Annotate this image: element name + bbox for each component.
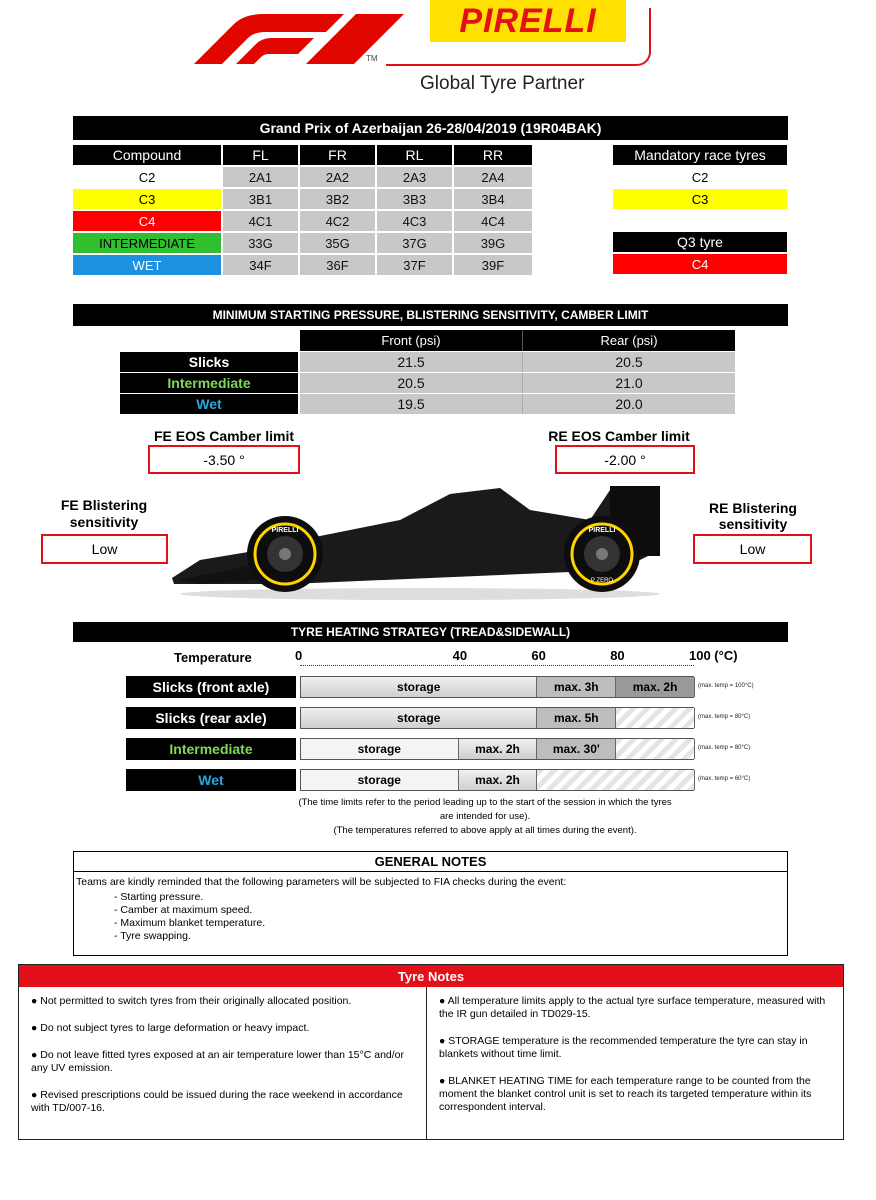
compound-code: 33G: [223, 233, 298, 253]
general-note-item: - Starting pressure.: [114, 891, 204, 903]
heating-segment-hatched: [616, 708, 695, 728]
rear-tyre-brand: PIRELLI: [588, 527, 616, 534]
fe-blistering-label: [40, 497, 168, 531]
q3-tyre: C4: [613, 254, 787, 274]
temperature-tick-label: 0: [295, 648, 303, 663]
heating-footnote-1: (The time limits refer to the period leading up to the start of the session in which the tyres: [298, 797, 672, 808]
temperature-axis: [295, 648, 738, 668]
front-wheel: [247, 516, 323, 592]
heating-bar: [300, 769, 694, 791]
tyre-notes-right-column: [427, 987, 843, 1139]
compound-code: 39F: [454, 255, 532, 275]
general-notes-box: [73, 851, 788, 956]
tyre-notes-title: Tyre Notes: [19, 965, 843, 987]
compound-header-fr: FR: [300, 145, 375, 165]
compound-code: 3B3: [377, 189, 452, 209]
tyre-note-left-item: ● Do not leave fitted tyres exposed at an air temperature lower than 15°C and/or any UV emission.: [31, 1049, 404, 1074]
heating-segment: max. 5h: [537, 708, 616, 728]
heating-segment: max. 2h: [616, 677, 695, 697]
rear-tyre-model: P ZERO: [590, 578, 614, 584]
compound-header-compound: Compound: [73, 145, 221, 165]
compound-code: 2A2: [300, 167, 375, 187]
compound-name-c2: C2: [73, 167, 221, 187]
tyre-note-left-item: ● Do not subject tyres to large deformation or heavy impact.: [31, 1022, 310, 1034]
heating-segment: storage: [301, 708, 537, 728]
re-camber-label: RE EOS Camber limit: [548, 428, 690, 444]
temperature-tick-label: 60: [531, 648, 546, 663]
general-notes-list: [74, 891, 787, 943]
mandatory-tyre-1: C2: [691, 169, 709, 185]
heating-segment-hatched: [616, 739, 695, 759]
mandatory-title: Mandatory race tyres: [613, 145, 787, 165]
rear-wheel: [564, 516, 640, 592]
compound-code: 37G: [377, 233, 452, 253]
temperature-label: Temperature: [174, 650, 252, 665]
pressure-rear-value: 20.0: [522, 394, 735, 414]
compound-header-rl: RL: [377, 145, 452, 165]
temperature-axis-line: [300, 665, 694, 666]
pressure-row-name-intermediate: Intermediate: [120, 373, 298, 393]
compound-code: 37F: [377, 255, 452, 275]
compound-code: 2A4: [454, 167, 532, 187]
general-notes-title: GENERAL NOTES: [74, 852, 787, 872]
fe-blistering-label-line1: FE Blistering: [60, 497, 148, 513]
pressure-title: MINIMUM STARTING PRESSURE, BLISTERING SENSITIVITY, CAMBER LIMIT: [73, 304, 788, 326]
compound-code: 3B2: [300, 189, 375, 209]
heating-row-name: Slicks (rear axle): [126, 707, 296, 729]
re-blistering-label: [690, 500, 816, 532]
compound-code: 2A1: [223, 167, 298, 187]
fe-camber-value: -3.50 °: [148, 445, 300, 474]
fe-blistering-value: Low: [41, 534, 168, 564]
trademark-mark: TM: [366, 54, 378, 63]
compound-code: 4C4: [454, 211, 532, 231]
event-title: Grand Prix of Azerbaijan 26-28/04/2019 (19R04BAK): [73, 116, 788, 140]
heating-bar: [300, 707, 694, 729]
compound-code: 3B1: [223, 189, 298, 209]
heating-row-name: Slicks (front axle): [126, 676, 296, 698]
general-note-item: - Camber at maximum speed.: [114, 904, 253, 916]
heating-segment: max. 2h: [459, 739, 538, 759]
f1-car-image: [170, 480, 670, 602]
heating-segment: max. 2h: [459, 770, 538, 790]
heating-segment: storage: [301, 770, 459, 790]
pirelli-logo-text: PIRELLI: [459, 1, 597, 40]
general-notes-intro: Teams are kindly reminded that the following parameters will be subjected to FIA checks during the event:: [76, 876, 567, 888]
heating-row-max-temp-note: (max. temp = 100°C): [698, 683, 754, 689]
compound-code: 4C1: [223, 211, 298, 231]
tyre-notes-box: [18, 964, 844, 1140]
compound-code: 34F: [223, 255, 298, 275]
general-note-item: - Maximum blanket temperature.: [114, 917, 266, 929]
tyre-notes-left-column: [19, 987, 427, 1139]
heating-title: TYRE HEATING STRATEGY (TREAD&SIDEWALL): [73, 622, 788, 642]
fe-blistering-label-line2: sensitivity: [69, 514, 139, 530]
compound-name-wet: WET: [73, 255, 221, 275]
heating-row-max-temp-note: (max. temp = 80°C): [698, 714, 751, 720]
temperature-tick-label: 40: [452, 648, 468, 663]
tyre-note-left-item: ● Not permitted to switch tyres from their originally allocated position.: [31, 995, 352, 1007]
compound-code: 36F: [300, 255, 375, 275]
compound-code: 4C2: [300, 211, 375, 231]
heating-segment-hatched: [537, 770, 695, 790]
heating-row-name: Intermediate: [126, 738, 296, 760]
tyre-note-right-item: ● All temperature limits apply to the actual tyre surface temperature, measured with the IR gun detailed in TD029-15.: [439, 995, 826, 1020]
re-blistering-label-line2: sensitivity: [718, 516, 788, 532]
pressure-front-value: 19.5: [300, 394, 522, 414]
compound-header-fl: FL: [223, 145, 298, 165]
mandatory-tyre-2: C3: [613, 189, 787, 209]
pressure-rear-value: 20.5: [522, 352, 735, 372]
fe-camber-label: FE EOS Camber limit: [153, 428, 295, 444]
temperature-tick-label: 80: [610, 648, 625, 663]
general-note-item: - Tyre swapping.: [114, 930, 191, 942]
pressure-col-rear: Rear (psi): [522, 330, 735, 351]
heating-row-max-temp-note: (max. temp = 60°C): [698, 776, 751, 782]
heating-footnote-2: are intended for use).: [439, 811, 531, 822]
compound-name-c4: C4: [73, 211, 221, 231]
tyre-note-left-item: ● Revised prescriptions could be issued during the race weekend in accordance with TD/007-16.: [31, 1089, 403, 1114]
compound-code: 35G: [300, 233, 375, 253]
pressure-col-front: Front (psi): [300, 330, 522, 351]
pressure-row-name-slicks: Slicks: [120, 352, 298, 372]
compound-code: 3B4: [454, 189, 532, 209]
compound-code: 2A3: [377, 167, 452, 187]
global-tyre-partner: Global Tyre Partner: [420, 73, 585, 94]
pressure-front-value: 20.5: [300, 373, 522, 393]
heating-bar: [300, 738, 694, 760]
tyre-note-right-item: ● STORAGE temperature is the recommended temperature the tyre can stay in blankets without time limit.: [439, 1035, 808, 1060]
heating-row-name: Wet: [126, 769, 296, 791]
pressure-rear-value: 21.0: [522, 373, 735, 393]
compound-name-c3: C3: [73, 189, 221, 209]
heating-footnote-3: (The temperatures referred to above apply at all times during the event).: [333, 825, 637, 836]
heating-segment: max. 3h: [537, 677, 616, 697]
re-camber-value: -2.00 °: [555, 445, 695, 474]
logo-divider-line: [386, 8, 651, 66]
compound-name-intermediate: INTERMEDIATE: [73, 233, 221, 253]
compound-code: 4C3: [377, 211, 452, 231]
compound-header-rr: RR: [454, 145, 532, 165]
heating-segment: storage: [301, 739, 459, 759]
heating-footnotes: [260, 796, 710, 838]
temperature-tick-label: 100 (°C): [689, 648, 738, 663]
heating-bar: [300, 676, 694, 698]
tyre-note-right-item: ● BLANKET HEATING TIME for each temperature range to be counted from the moment the blanket control unit is set to reach its targeted temperature within its correspondent interval.: [439, 1075, 812, 1113]
compound-code: 39G: [454, 233, 532, 253]
heating-segment: storage: [301, 677, 537, 697]
re-blistering-value: Low: [693, 534, 812, 564]
q3-title: Q3 tyre: [613, 232, 787, 252]
heating-segment: max. 30': [537, 739, 616, 759]
re-blistering-label-line1: RE Blistering: [709, 500, 797, 516]
pressure-row-name-wet: Wet: [120, 394, 298, 414]
front-tyre-brand: PIRELLI: [271, 527, 299, 534]
pressure-front-value: 21.5: [300, 352, 522, 372]
heating-row-max-temp-note: (max. temp = 80°C): [698, 745, 751, 751]
